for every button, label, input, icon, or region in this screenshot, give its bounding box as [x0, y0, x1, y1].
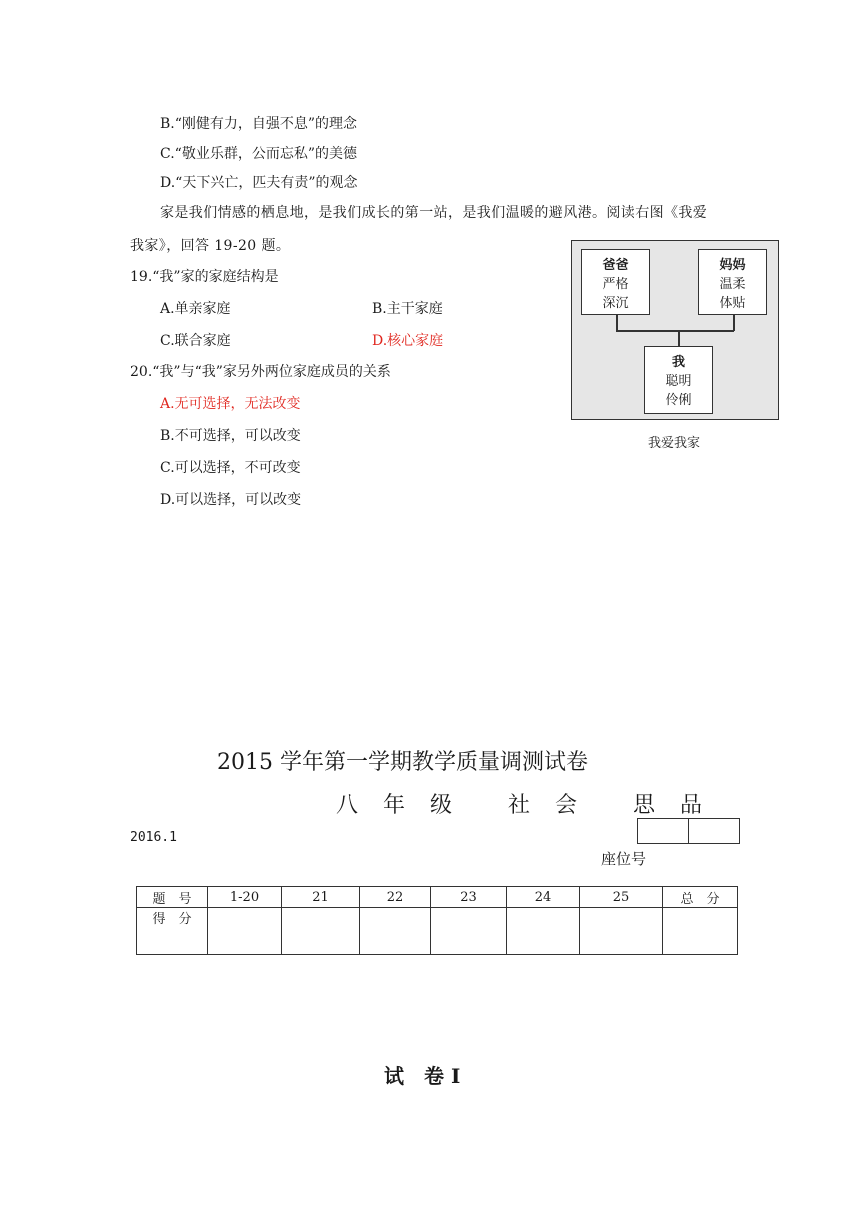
q20-option-c: C.可以选择，不可改变	[160, 460, 301, 476]
seat-number-boxes	[637, 818, 740, 844]
score-cell[interactable]	[282, 908, 360, 955]
seat-box-1[interactable]	[638, 819, 689, 844]
score-cell[interactable]	[431, 908, 507, 955]
score-header-1-20: 1-20	[208, 887, 282, 908]
me-box	[644, 346, 713, 414]
q20-option-d: D.可以选择，可以改变	[160, 492, 302, 508]
dad-trait-2: 深沉	[602, 296, 629, 311]
seat-box-2[interactable]	[689, 819, 740, 844]
mom-box	[698, 249, 767, 315]
score-header-21: 21	[282, 887, 360, 908]
q20-option-b: B.不可选择，可以改变	[160, 428, 301, 444]
dad-trait-1: 严格	[602, 277, 629, 292]
q18-option-d: D.“天下兴亡，匹夫有责”的观念	[160, 175, 358, 191]
score-header-25: 25	[580, 887, 663, 908]
me-name: 我	[671, 355, 685, 370]
mom-trait-1: 温柔	[719, 277, 746, 292]
section-heading: 试 卷 Ⅰ	[384, 1064, 461, 1088]
diagram-caption: 我爱我家	[648, 436, 701, 451]
mom-connector	[733, 315, 735, 331]
passage-line-2: 我家》，回答 19-20 题。	[130, 238, 291, 254]
q19-option-d-answer: D.核心家庭	[372, 333, 444, 349]
q20-stem: 20.“我”与“我”家另外两位家庭成员的关系	[130, 364, 391, 380]
score-row-label: 得 分	[137, 908, 208, 955]
me-trait-2: 伶俐	[665, 393, 692, 408]
score-table	[136, 886, 738, 955]
passage-line-1: 家是我们情感的栖息地，是我们成长的第一站，是我们温暖的避风港。阅读右图《我爱	[160, 205, 708, 221]
dad-name: 爸爸	[602, 258, 629, 273]
family-diagram	[571, 240, 779, 420]
score-cell[interactable]	[208, 908, 282, 955]
score-cell[interactable]	[580, 908, 663, 955]
parents-connector	[616, 330, 734, 332]
mom-name: 妈妈	[719, 258, 746, 273]
score-header-23: 23	[431, 887, 507, 908]
me-trait-1: 聪明	[665, 374, 692, 389]
score-header-22: 22	[360, 887, 431, 908]
dad-connector	[616, 315, 618, 331]
q19-stem: 19.“我”家的家庭结构是	[130, 269, 279, 285]
q18-option-c: C.“敬业乐群，公而忘私”的美德	[160, 146, 357, 162]
score-header-label: 题 号	[137, 887, 208, 908]
exam-subtitle: 八 年 级 社 会 思 品	[336, 793, 711, 818]
score-cell-total[interactable]	[663, 908, 738, 955]
q19-option-c: C.联合家庭	[160, 333, 231, 349]
q18-option-b: B.“刚健有力，自强不息”的理念	[160, 116, 358, 132]
q19-option-b: B.主干家庭	[372, 301, 443, 317]
exam-date: 2016.1	[130, 830, 177, 845]
child-connector	[678, 330, 680, 346]
score-cell[interactable]	[507, 908, 580, 955]
seat-label: 座位号	[601, 850, 647, 868]
score-cell[interactable]	[360, 908, 431, 955]
q19-option-a: A.单亲家庭	[160, 301, 231, 317]
q20-option-a-answer: A.无可选择，无法改变	[160, 396, 301, 412]
dad-box	[581, 249, 650, 315]
score-header-24: 24	[507, 887, 580, 908]
exam-title: 2015 学年第一学期教学质量调测试卷	[217, 750, 588, 775]
mom-trait-2: 体贴	[719, 296, 746, 311]
score-header-total: 总 分	[663, 887, 738, 908]
